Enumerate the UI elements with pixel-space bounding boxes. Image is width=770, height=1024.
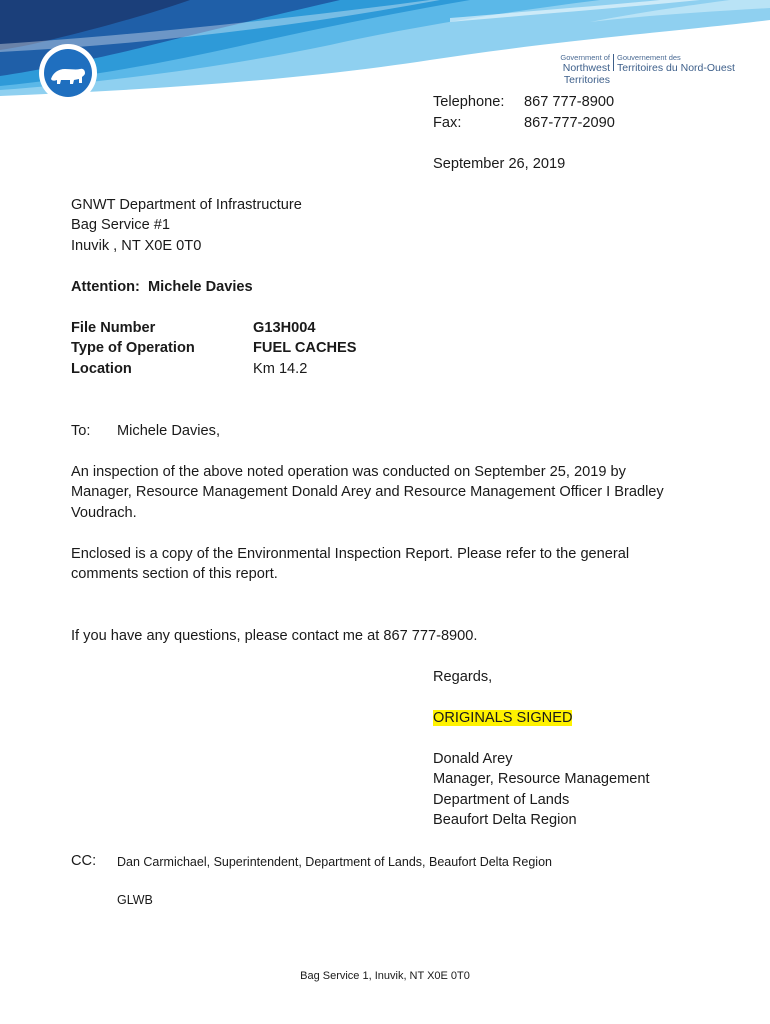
body-p1-line-3: Voudrach. — [71, 505, 137, 521]
recipient-line-2: Bag Service #1 — [71, 217, 170, 233]
telephone-label: Telephone: — [433, 94, 505, 110]
cc-label: CC: — [71, 853, 97, 869]
closing-regards: Regards, — [433, 669, 493, 685]
body-p1-line-2: Manager, Resource Management Donald Arey and Resource Management Officer I Bradley — [71, 484, 664, 500]
signer-name: Donald Arey — [433, 751, 513, 767]
to-value: Michele Davies, — [117, 423, 221, 439]
file-number-value: G13H004 — [253, 320, 316, 336]
attention-label: Attention: — [71, 279, 140, 295]
signer-title: Manager, Resource Management — [433, 771, 650, 787]
body-p1-line-1: An inspection of the above noted operation was conducted on September 25, 2019 by — [71, 464, 626, 480]
signer-region: Beaufort Delta Region — [433, 812, 577, 828]
operation-type-label: Type of Operation — [71, 340, 195, 356]
gov-wordmark-en — [515, 53, 610, 86]
location-value: Km 14.2 — [253, 361, 308, 377]
signer-department: Department of Lands — [433, 792, 570, 808]
signed-note-wrap — [433, 708, 572, 729]
fax-value: 867-777-2090 — [524, 115, 615, 131]
body-p3-line-1: If you have any questions, please contact me at 867 777-8900. — [71, 628, 478, 644]
page-footer: Bag Service 1, Inuvik, NT X0E 0T0 — [300, 970, 470, 982]
gov-fr-big: Territoires du Nord-Ouest — [617, 62, 735, 74]
gov-divider — [613, 54, 614, 71]
cc-line-1: Dan Carmichael, Superintendent, Department of Lands, Beaufort Delta Region — [117, 855, 552, 869]
recipient-line-1: GNWT Department of Infrastructure — [71, 197, 302, 213]
file-number-label: File Number — [71, 320, 156, 336]
attention-value: Michele Davies — [148, 279, 253, 295]
fax-label: Fax: — [433, 115, 462, 131]
operation-type-value: FUEL CACHES — [253, 340, 357, 356]
gov-en-big: Northwest Territories — [562, 62, 610, 86]
recipient-line-3: Inuvik , NT X0E 0T0 — [71, 238, 202, 254]
to-label: To: — [71, 423, 91, 439]
gov-wordmark-fr — [617, 53, 735, 74]
letter-date: September 26, 2019 — [433, 156, 566, 172]
polar-bear-icon — [38, 43, 98, 103]
location-label: Location — [71, 361, 132, 377]
body-p2-line-2: comments section of this report. — [71, 566, 278, 582]
originals-signed-note: ORIGINALS SIGNED — [433, 710, 573, 726]
gov-fr-small: Gouvernement des — [617, 53, 681, 62]
telephone-value: 867 777-8900 — [524, 94, 615, 110]
gov-en-small: Government of — [560, 53, 610, 62]
body-p2-line-1: Enclosed is a copy of the Environmental Inspection Report. Please refer to the general — [71, 546, 630, 562]
cc-line-2: GLWB — [117, 893, 153, 907]
